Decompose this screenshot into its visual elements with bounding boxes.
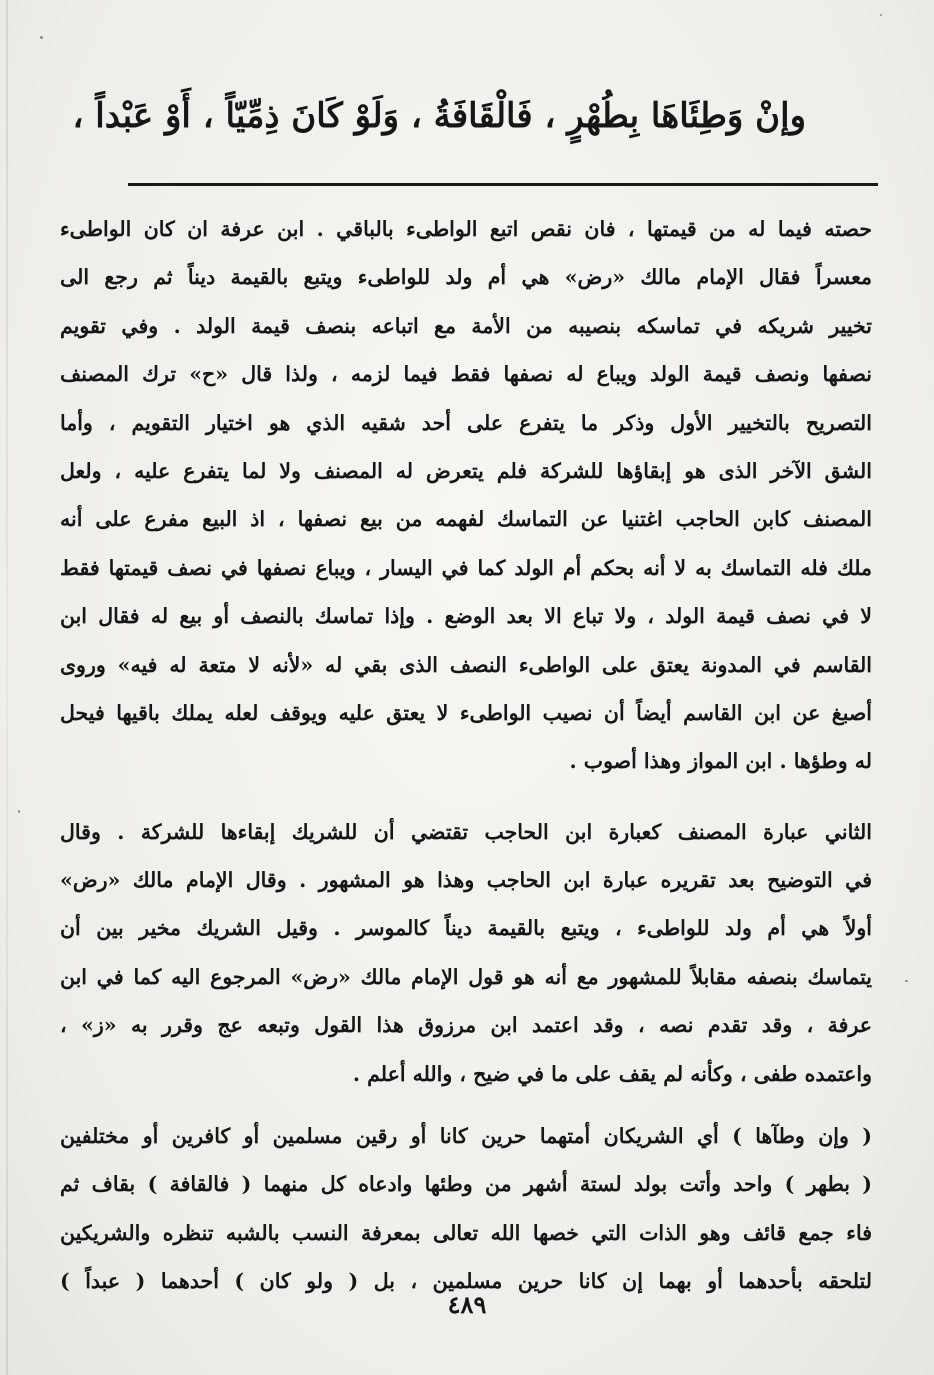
- text-line: عرفة ، وقد تقدم نصه ، وقد اعتمد ابن مرزوق هذا القول وتبعه عج وقرر به «ز» ،: [60, 1013, 872, 1038]
- text-line: له وطؤها . ابن المواز وهذا أصوب .: [569, 749, 872, 774]
- text-line: ملك فله التماسك به لا أنه بحكم أم الولد كما في اليسار ، ويباع نصفها في نصف قيمتها فقط: [60, 555, 872, 580]
- text-line: ( بطهر ) واحد وأتت بولد لستة أشهر من وطئها وادعاه كل منهما ( فالقافة ) بقاف ثم: [60, 1172, 872, 1197]
- text-line: فاء جمع قائف وهو الذات التي خصها الله تعالى بمعرفة النسب بالشبه تنظره والشريكين: [60, 1220, 872, 1245]
- paragraph-gap: [60, 1098, 872, 1112]
- paragraph-3: [60, 1112, 872, 1306]
- matn-header: وإنْ وَطِئَاهَا بِطُهْرٍ ، فَالْقَافَةُ ، وَلَوْ كَانَ ذِمِّيّاً ، أَوْ عَبْداً ،: [72, 96, 806, 136]
- page-number: ٤٨٩: [447, 1290, 487, 1319]
- text-line: يتماسك بنصفه مقابلاً للمشهور مع أنه هو قول الإمام مالك «رض» المرجوع اليه كما في ابن: [60, 964, 872, 989]
- text-line: القاسم في المدونة يعتق على الواطىء النصف الذى بقي له «لأنه لا متعة له فيه» وروى: [60, 652, 872, 677]
- text-line: لا في نصف قيمة الولد ، ولا تباع الا بعد الوضع . وإذا تماسك بالنصف أو بيع له فقال ابن: [60, 604, 872, 629]
- text-line: في التوضيح بعد تقريره عبارة ابن الحاجب وهذا هو المشهور . وقال الإمام مالك «رض»: [60, 868, 872, 893]
- scan-speck: [40, 36, 43, 39]
- commentary-body: [60, 205, 872, 1306]
- text-line: حصته فيما له من قيمتها ، فان نقص اتبع الواطىء بالباقي . ابن عرفة ان كان الواطىء: [60, 217, 872, 241]
- text-line: الشق الآخر الذى هو إبقاؤها للشركة فلم يتعرض له المصنف ولا لما يتفرع عليه ، ولعل: [60, 458, 872, 483]
- text-line: نصفها ونصف قيمة الولد ويباع له نصفها فقط فيما لزمه ، ولذا قال «ح» ترك المصنف: [60, 362, 872, 387]
- paragraph-2: [60, 808, 872, 1098]
- text-line: الثاني عبارة المصنف كعبارة ابن الحاجب تقتضي أن للشريك إبقاءها للشركة . وقال: [60, 819, 872, 844]
- text-line: أصبغ عن ابن القاسم أيضاً أن نصيب الواطىء لا يعتق عليه ويوقف لعله يملك باقيها فيحل: [60, 700, 872, 725]
- scan-speck: [905, 980, 908, 982]
- scan-speck: [880, 14, 882, 16]
- text-line: المصنف كابن الحاجب اغتنيا عن التماسك لفهمه من بيع نصفها ، اذ البيع مفرع على أنه: [60, 507, 872, 532]
- text-line: ( وإن وطآها ) أي الشريكان أمتهما حرين كانا أو رقين مسلمين أو كافرين أو مختلفين: [60, 1124, 872, 1149]
- header-rule: [128, 183, 878, 186]
- text-line: واعتمده طفى ، وكأنه لم يقف على ما في ضيح ، والله أعلم .: [352, 1061, 872, 1086]
- scan-speck: [18, 810, 20, 813]
- paragraph-1: [60, 205, 872, 786]
- text-line: معسراً فقال الإمام مالك «رض» هي أم ولد للواطىء ويتبع بالقيمة ديناً ثم رجع الى: [60, 265, 872, 290]
- scan-edge-shadow: [6, 0, 8, 1375]
- text-line: أولاً هي أم ولد للواطىء ، ويتبع بالقيمة ديناً كالموسر . وقيل الشريك مخير بين أن: [60, 916, 872, 941]
- text-line: تخيير شريكه في تماسكه بنصيبه من الأمة مع اتباعه بنصف قيمة الولد . وفي تقويم: [60, 313, 872, 338]
- paragraph-gap: [60, 786, 872, 808]
- text-line: لتلحقه بأحدهما أو بهما إن كانا حرين مسلمين ، بل ( ولو كان ) أحدهما ( عبداً ): [60, 1269, 872, 1294]
- text-line: التصريح بالتخيير الأول وذكر ما يتفرع على أحد شقيه الذي هو اختيار التقويم ، وأما: [60, 410, 872, 435]
